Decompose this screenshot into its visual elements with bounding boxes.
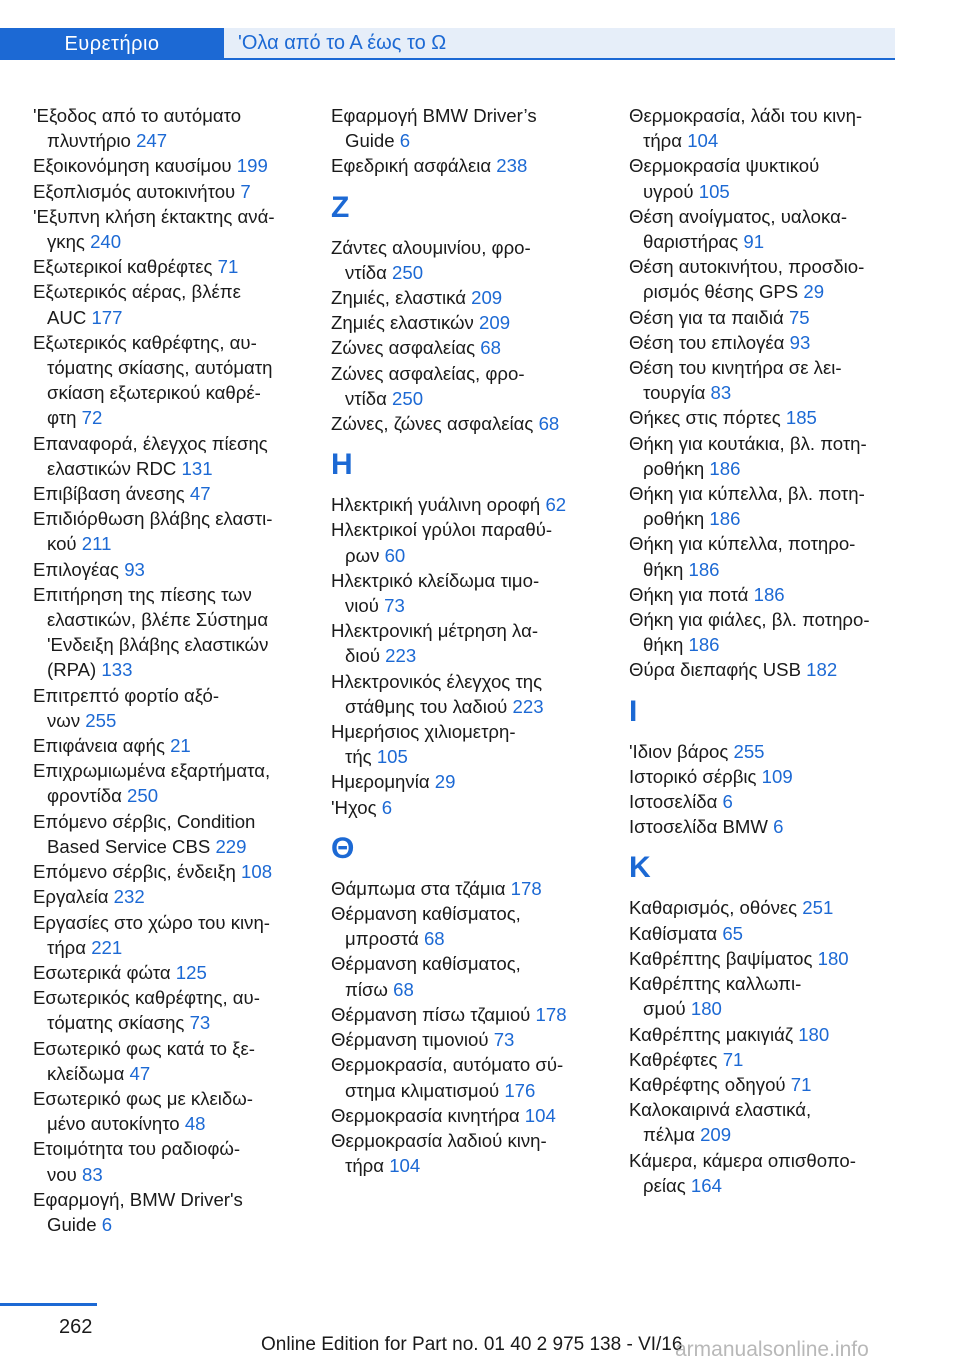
index-entry [33, 204, 301, 254]
page-link[interactable]: 180 [817, 947, 849, 969]
index-entry [33, 985, 301, 1035]
index-entry [629, 1047, 897, 1072]
entry-text: τής [345, 746, 372, 768]
section-letter: Κ [629, 851, 651, 885]
page-link[interactable]: 186 [688, 558, 720, 580]
page-link[interactable]: 104 [687, 130, 719, 152]
index-entry [33, 1036, 301, 1086]
page-link[interactable]: 93 [789, 331, 811, 353]
page-link[interactable]: 223 [512, 695, 544, 717]
index-entry [629, 814, 897, 839]
index-entry [33, 758, 301, 808]
entry-text: Ζημιές, ελαστικά [331, 287, 466, 309]
entry-text: στημα κλιματισμού [345, 1079, 500, 1101]
entry-text: Θήκη για κουτάκια, βλ. ποτη- [629, 432, 867, 454]
entry-text: σμού [643, 998, 686, 1020]
entry-text: Θήκη για ποτά [629, 583, 749, 605]
entry-text: Θέρμανση πίσω τζαμιού [331, 1003, 531, 1025]
edition-text: Online Edition for Part no. 01 40 2 975 138 - VI/16 [261, 1334, 683, 1355]
page-link[interactable]: 108 [241, 861, 273, 883]
index-entry [331, 361, 599, 411]
entry-text: 'Ενδειξη βλάβης ελαστικών [47, 634, 269, 656]
entry-text: Θερμοκρασία κινητήρα [331, 1104, 520, 1126]
entry-text: Εργαλεία [33, 886, 109, 908]
entry-text: νων [47, 709, 81, 731]
page-link[interactable]: 72 [81, 407, 103, 429]
index-entry [331, 769, 599, 794]
page-number: 262 [59, 1316, 93, 1338]
index-entry [331, 411, 599, 436]
entry-text: Θέση του κινητήρα σε λει- [629, 357, 842, 379]
page-link[interactable]: 62 [545, 494, 567, 516]
index-entry [33, 330, 301, 431]
page-link[interactable]: 71 [217, 256, 239, 278]
index-entry [33, 279, 301, 329]
entry-text: Εργασίες στο χώρο του κινη- [33, 911, 270, 933]
entry-text: Επιδιόρθωση βλάβης ελαστι- [33, 508, 273, 530]
page-link[interactable]: 60 [384, 544, 406, 566]
watermark: armanualsonline.info [675, 1338, 869, 1361]
entry-text: πέλμα [643, 1124, 695, 1146]
page-link[interactable]: 185 [785, 407, 817, 429]
index-entry [629, 582, 897, 607]
entry-text: Καθρέφτης οδηγού [629, 1073, 786, 1095]
page-link[interactable]: 255 [85, 709, 117, 731]
page-link[interactable]: 133 [101, 659, 133, 681]
entry-text: Καθαρισμός, οθόνες [629, 897, 798, 919]
entry-text: Θερμοκρασία ψυκτικού [629, 155, 820, 177]
entry-text: AUC [47, 306, 87, 328]
entry-text: Επιλογέας [33, 558, 120, 580]
page-link[interactable]: 180 [690, 998, 722, 1020]
index-column-3 [629, 103, 897, 1198]
entry-text: θήκη [643, 558, 684, 580]
page-link[interactable]: 83 [710, 382, 732, 404]
entry-text: Ηλεκτρικοί γρύλοι παραθύ- [331, 519, 553, 541]
page-link[interactable]: 6 [399, 130, 411, 152]
page-link[interactable]: 6 [722, 791, 733, 813]
index-entry [331, 951, 599, 1001]
entry-text: Επιτρεπτό φορτίο αξό- [33, 684, 220, 706]
entry-text: τόματης σκίασης [47, 1012, 185, 1034]
index-entry [629, 1097, 897, 1147]
entry-text: Επόμενο σέρβις, ένδειξη [33, 861, 236, 883]
index-entry [629, 431, 897, 481]
entry-text: Guide [345, 130, 395, 152]
page-link[interactable]: 68 [480, 337, 501, 359]
index-entry [33, 683, 301, 733]
index-entry [629, 607, 897, 657]
page-link[interactable]: 250 [392, 261, 424, 283]
page-link[interactable]: 6 [381, 796, 393, 818]
entry-text: Θέρμανση τιμονιού [331, 1029, 489, 1051]
page-link[interactable]: 182 [806, 659, 838, 681]
page-link[interactable]: 29 [434, 771, 456, 793]
page-link[interactable]: 104 [524, 1104, 556, 1126]
index-entry [331, 1027, 599, 1052]
index-entry [629, 305, 897, 330]
page-link[interactable]: 105 [698, 180, 730, 202]
index-entry [331, 795, 599, 820]
index-entry [331, 310, 599, 335]
entry-text: Καθίσματα [629, 922, 718, 944]
section-letter: Η [331, 448, 353, 482]
page-link[interactable]: 93 [124, 558, 145, 580]
index-entry [331, 153, 599, 178]
index-entry [629, 921, 897, 946]
entry-text: κού [47, 533, 77, 555]
page-link[interactable]: 71 [722, 1048, 744, 1070]
entry-text: Ηλεκτρονικός έλεγχος της [331, 670, 543, 692]
page-link[interactable]: 186 [688, 634, 720, 656]
index-entry [33, 1187, 301, 1237]
index-entry [33, 1136, 301, 1186]
page-link[interactable]: 6 [773, 816, 784, 838]
entry-text: Ηλεκτρονική μέτρηση λα- [331, 620, 539, 642]
index-entry [629, 1022, 897, 1047]
page-link[interactable]: 73 [384, 595, 405, 617]
entry-text: θήκη [643, 634, 684, 656]
page-link[interactable]: 255 [733, 740, 765, 762]
entry-text: Καθρέπτης βαψίματος [629, 947, 813, 969]
index-entry [629, 1148, 897, 1198]
section-letter: Θ [331, 831, 355, 865]
entry-text: Εξοπλισμός αυτοκινήτου [33, 180, 236, 202]
page-link[interactable]: 238 [496, 155, 528, 177]
index-entry [33, 481, 301, 506]
page-link[interactable]: 125 [175, 961, 207, 983]
index-entry [331, 719, 599, 769]
page-link[interactable]: 68 [538, 413, 560, 435]
index-column-2 [331, 103, 599, 1178]
page-link[interactable]: 71 [790, 1073, 812, 1095]
page-link[interactable]: 177 [91, 306, 123, 328]
section-letter: Ι [629, 694, 638, 728]
entry-text: ρισμός θέσης GPS [643, 281, 799, 303]
page-link[interactable]: 250 [127, 785, 159, 807]
entry-text: διού [345, 645, 380, 667]
entry-text: τόματης σκίασης, αυτόματη [47, 357, 273, 379]
entry-text: Θέρμανση καθίσματος, [331, 953, 521, 975]
tab-index[interactable]: Ευρετήριο [0, 28, 224, 60]
page-link[interactable]: 247 [136, 130, 168, 152]
page-link[interactable]: 109 [761, 765, 793, 787]
entry-text: νιού [345, 595, 379, 617]
page-link[interactable]: 211 [81, 533, 112, 555]
page-link[interactable]: 199 [236, 155, 268, 177]
page-link[interactable]: 223 [385, 645, 417, 667]
entry-text: Καλοκαιρινά ελαστικά, [629, 1099, 812, 1121]
index-entry [629, 946, 897, 971]
entry-text: νου [47, 1163, 77, 1185]
index-entry [629, 764, 897, 789]
page-link[interactable]: 186 [709, 508, 741, 530]
index-entry [629, 254, 897, 304]
entry-text: Εξωτερικοί καθρέφτες [33, 256, 213, 278]
section-letter: Ζ [331, 190, 350, 224]
entry-text: Εσωτερικό φως κατά το ξε- [33, 1037, 255, 1059]
page-link[interactable]: 6 [101, 1213, 113, 1235]
entry-text: Επιχρωμιωμένα εξαρτήματα, [33, 760, 271, 782]
entry-text: Based Service CBS [47, 835, 211, 857]
entry-text: ροθήκη [643, 508, 705, 530]
index-entry [33, 910, 301, 960]
index-entry [629, 789, 897, 814]
index-entry [629, 355, 897, 405]
entry-text: τήρα [643, 130, 683, 152]
entry-text: φροντίδα [47, 785, 122, 807]
entry-text: ρείας [643, 1174, 686, 1196]
page-link[interactable]: 186 [709, 457, 741, 479]
entry-text: Επιφάνεια αφής [33, 735, 165, 757]
page-link[interactable]: 68 [393, 978, 414, 1000]
page-link[interactable]: 186 [753, 583, 785, 605]
entry-text: θαριστήρας [643, 231, 739, 253]
index-entry [331, 1103, 599, 1128]
entry-text: τουργία [643, 382, 706, 404]
entry-text: Επιτήρηση της πίεσης των [33, 583, 252, 605]
page-link[interactable]: 232 [113, 886, 145, 908]
index-column-1 [33, 103, 301, 1237]
entry-text: Ζημιές ελαστικών [331, 312, 474, 334]
index-entry [33, 1086, 301, 1136]
index-entry [331, 1052, 599, 1102]
entry-text: 'Ιδιον βάρος [629, 740, 729, 762]
index-entry [629, 481, 897, 531]
entry-text: Εξωτερικός καθρέφτης, αυ- [33, 331, 257, 353]
page-link[interactable]: 73 [493, 1029, 515, 1051]
index-entry [629, 1072, 897, 1097]
entry-text: Ημερήσιος χιλιομετρη- [331, 721, 516, 743]
page-link[interactable]: 209 [700, 1124, 732, 1146]
page-link[interactable]: 68 [423, 928, 445, 950]
page-link[interactable]: 164 [690, 1174, 722, 1196]
page-link[interactable]: 131 [181, 457, 213, 479]
entry-text: Ηλεκτρικό κλείδωμα τιμο- [331, 569, 540, 591]
tab-a-to-z[interactable]: 'Ολα από το Α έως το Ω [224, 28, 895, 60]
page-link[interactable]: 21 [170, 735, 191, 757]
entry-text: Καθρέπτης μακιγιάζ [629, 1023, 794, 1045]
page-link[interactable]: 75 [788, 306, 810, 328]
entry-text: Εξοικονόμηση καυσίμου [33, 155, 232, 177]
entry-text: Θήκη για κύπελλα, βλ. ποτη- [629, 483, 865, 505]
index-entry [629, 971, 897, 1021]
entry-text: Επόμενο σέρβις, Condition [33, 810, 256, 832]
index-entry [629, 895, 897, 920]
entry-text: Ιστοσελίδα [629, 791, 718, 813]
entry-text: Ζώνες ασφαλείας [331, 337, 476, 359]
index-entry [33, 733, 301, 758]
page-link[interactable]: 83 [81, 1163, 103, 1185]
entry-text: Θάμπωμα στα τζάμια [331, 877, 506, 899]
index-entry [331, 517, 599, 567]
index-entry [33, 859, 301, 884]
entry-text: Εφαρμογή BMW Driver’s [331, 105, 537, 126]
footer-rule [0, 1303, 97, 1306]
index-entry [331, 235, 599, 285]
page-link[interactable]: 48 [184, 1113, 206, 1135]
entry-text: Θερμοκρασία, λάδι του κινη- [629, 105, 863, 126]
entry-text: Ιστορικό σέρβις [629, 765, 757, 787]
entry-text: Θήκες στις πόρτες [629, 407, 781, 429]
page-link[interactable]: 105 [376, 746, 408, 768]
index-entry [33, 431, 301, 481]
entry-text: Εσωτερικός καθρέφτης, αυ- [33, 987, 260, 1009]
entry-text: Ημερομηνία [331, 771, 430, 793]
entry-text: ντίδα [345, 387, 387, 409]
index-entry [331, 285, 599, 310]
entry-text: φτη [47, 407, 77, 429]
index-entry [331, 1128, 599, 1178]
entry-text: πλυντήριο [47, 130, 131, 152]
entry-text: Θύρα διεπαφής USB [629, 659, 801, 681]
index-entry [629, 405, 897, 430]
entry-text: Θέρμανση καθίσματος, [331, 903, 521, 925]
entry-text: Θήκη για κύπελλα, ποτηρο- [629, 533, 856, 555]
index-entry [331, 876, 599, 901]
entry-text: μένο αυτοκίνητο [47, 1113, 180, 1135]
page-link[interactable]: 178 [510, 877, 542, 899]
page-link[interactable]: 209 [479, 312, 511, 334]
entry-text: Επιβίβαση άνεσης [33, 483, 185, 505]
index-entry [331, 335, 599, 360]
entry-text: γκης [47, 231, 85, 253]
entry-text: τήρα [345, 1155, 385, 1177]
index-entry [33, 103, 301, 153]
page-link[interactable]: 7 [240, 180, 251, 202]
entry-text: ελαστικών, βλέπε Σύστημα [47, 609, 269, 631]
entry-text: Καθρέπτης καλλωπι- [629, 973, 802, 995]
index-entry [331, 618, 599, 668]
entry-text: Ζώνες, ζώνες ασφαλείας [331, 413, 534, 435]
entry-text: Ζώνες ασφαλείας, φρο- [331, 362, 525, 384]
index-entry [629, 153, 897, 203]
entry-text: πίσω [345, 978, 388, 1000]
entry-text: (RPA) [47, 659, 97, 681]
index-entry [629, 739, 897, 764]
entry-text: Ετοιμότητα του ραδιοφώ- [33, 1138, 241, 1160]
page-link[interactable]: 251 [802, 897, 834, 919]
page-link[interactable]: 180 [798, 1023, 830, 1045]
entry-text: κλείδωμα [47, 1062, 125, 1084]
page-link[interactable]: 221 [91, 936, 123, 958]
index-entry [33, 506, 301, 556]
entry-text: 'Ηχος [331, 796, 377, 818]
index-entry [331, 492, 599, 517]
index-entry [33, 557, 301, 582]
entry-text: Θερμοκρασία λαδιού κινη- [331, 1129, 547, 1151]
entry-text: 'Εξυπνη κλήση έκτακτης ανά- [33, 205, 275, 227]
index-entry [33, 582, 301, 683]
entry-text: Εσωτερικό φως με κλειδω- [33, 1087, 253, 1109]
entry-text: Guide [47, 1213, 97, 1235]
page-link[interactable]: 250 [392, 387, 424, 409]
entry-text: Εξωτερικός αέρας, βλέπε [33, 281, 241, 303]
page-link[interactable]: 29 [803, 281, 825, 303]
entry-text: τήρα [47, 936, 87, 958]
index-entry [629, 531, 897, 581]
index-entry [33, 254, 301, 279]
entry-text: Ιστοσελίδα BMW [629, 816, 768, 838]
entry-text: Κάμερα, κάμερα οπισθοπο- [629, 1149, 856, 1171]
page-link[interactable]: 209 [471, 287, 503, 309]
entry-text: ντίδα [345, 261, 387, 283]
entry-text: Επαναφορά, έλεγχος πίεσης [33, 432, 268, 454]
header-tabs [0, 28, 895, 60]
index-entry [629, 204, 897, 254]
index-entry [33, 809, 301, 859]
index-entry [629, 103, 897, 153]
entry-text: Καθρέφτες [629, 1048, 718, 1070]
entry-text: Εφεδρική ασφάλεια [331, 155, 492, 177]
index-entry [33, 884, 301, 909]
index-entry [33, 960, 301, 985]
index-entry [331, 901, 599, 951]
entry-text: ελαστικών RDC [47, 457, 177, 479]
page-link[interactable]: 65 [722, 922, 744, 944]
entry-text: Θέση του επιλογέα [629, 331, 785, 353]
entry-text: στάθμης του λαδιού [345, 695, 508, 717]
page-link[interactable]: 73 [189, 1012, 211, 1034]
page-link[interactable]: 47 [129, 1062, 151, 1084]
index-entry [33, 153, 301, 178]
entry-text: σκίαση εξωτερικού καθρέ- [47, 382, 261, 404]
index-entry [331, 103, 599, 153]
entry-text: Ζάντες αλουμινίου, φρο- [331, 236, 531, 258]
entry-text: Θέση αυτοκινήτου, προσδιο- [629, 256, 865, 278]
page-link[interactable]: 178 [535, 1003, 567, 1025]
entry-text: μπροστά [345, 928, 419, 950]
index-entry [331, 669, 599, 719]
entry-text: Θερμοκρασία, αυτόματο σύ- [331, 1054, 564, 1076]
entry-text: Θέση ανοίγματος, υαλοκα- [629, 205, 848, 227]
entry-text: ροθήκη [643, 457, 705, 479]
page-link[interactable]: 104 [389, 1155, 421, 1177]
entry-text: Θήκη για φιάλες, βλ. ποτηρο- [629, 609, 870, 631]
page-link[interactable]: 91 [743, 231, 765, 253]
entry-text: Θέση για τα παιδιά [629, 306, 784, 328]
entry-text: Εσωτερικά φώτα [33, 961, 171, 983]
entry-text: Εφαρμογή, BMW Driver's [33, 1188, 243, 1210]
entry-text: ρων [345, 544, 380, 566]
index-entry [629, 657, 897, 682]
index-entry [331, 1002, 599, 1027]
entry-text: 'Εξοδος από το αυτόματο [33, 105, 242, 126]
index-entry [33, 179, 301, 204]
page-link[interactable]: 229 [215, 835, 247, 857]
page-link[interactable]: 176 [504, 1079, 536, 1101]
index-entry [629, 330, 897, 355]
index-entry [331, 568, 599, 618]
page-link[interactable]: 47 [189, 483, 211, 505]
entry-text: Ηλεκτρική γυάλινη οροφή [331, 494, 541, 516]
page-link[interactable]: 240 [90, 231, 122, 253]
entry-text: υγρού [643, 180, 694, 202]
